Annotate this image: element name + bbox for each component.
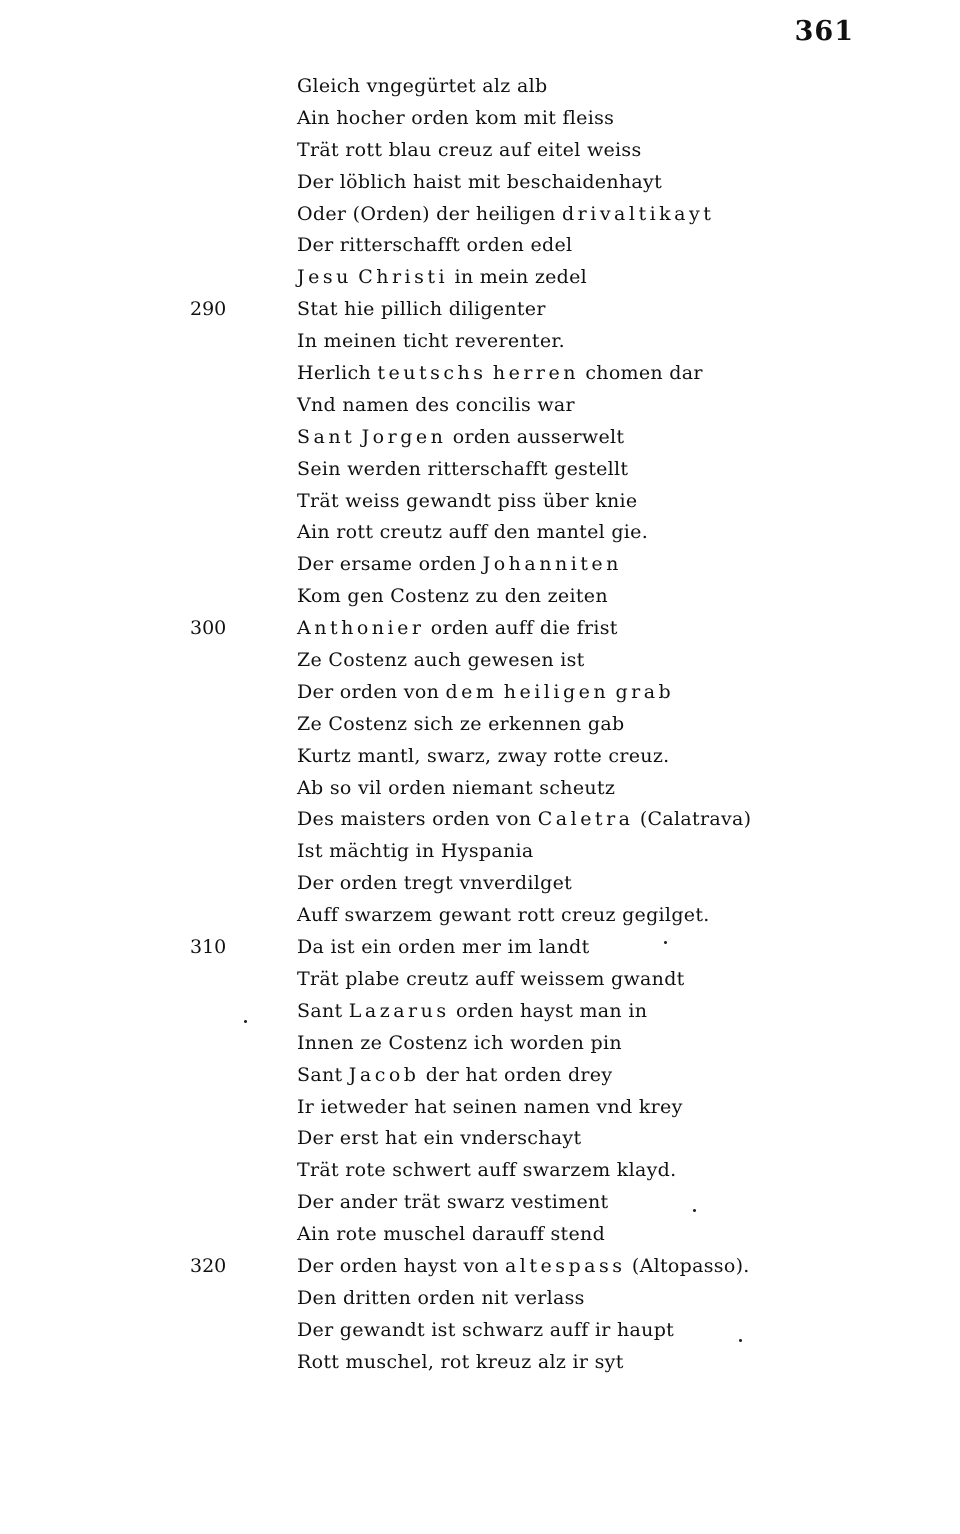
verse-segment: Ir ietweder hat seinen namen vnd krey (297, 1095, 683, 1118)
verse-line (0, 1155, 960, 1187)
verse-segment: Der orden hayst von (297, 1254, 505, 1277)
verse-text (297, 454, 628, 486)
verse-segment: Den dritten orden nit verlass (297, 1286, 585, 1309)
verse-line (0, 1060, 960, 1092)
verse-segment: Gleich vngegürtet alz alb (297, 75, 548, 97)
verse-text (297, 294, 546, 326)
verse-text (297, 1060, 612, 1092)
verse-segment: Oder (Orden) der heiligen (297, 202, 562, 225)
verse-line (0, 326, 960, 358)
spaced-emphasis: Anthonier (297, 617, 425, 640)
verse-text (297, 773, 615, 805)
verse-segment: Sant (297, 1063, 349, 1086)
verse-text (297, 932, 590, 964)
verse-segment: Der orden tregt vnverdilget (297, 872, 573, 895)
verse-line (0, 1251, 960, 1283)
line-number: 310 (190, 936, 227, 959)
verse-line (0, 900, 960, 932)
spaced-emphasis: herren (492, 362, 579, 385)
verse-segment: Vnd namen des concilis war (297, 393, 575, 416)
verse-text (297, 1347, 624, 1379)
verse-line (0, 135, 960, 167)
line-number: 300 (190, 617, 227, 640)
spaced-emphasis: heiligen (503, 680, 610, 703)
verse-text (297, 964, 685, 996)
verse-text (297, 613, 618, 645)
verse-segment: Sant (297, 999, 349, 1022)
verse-segment: Trät rott blau creuz auf eitel weiss (297, 138, 642, 161)
verse-text (297, 1315, 674, 1347)
verse-line (0, 294, 960, 326)
verse-text (297, 71, 547, 103)
verse-segment: (Calatrava) (633, 808, 752, 831)
verse-segment: orden auff die frist (424, 617, 618, 640)
verse-line (0, 1092, 960, 1124)
verse-segment: In meinen ticht reverenter. (297, 330, 566, 353)
verse-text (297, 996, 647, 1028)
verse-text (297, 262, 587, 294)
verse-line (0, 230, 960, 262)
verse-text (297, 486, 637, 518)
verse-segment: chomen dar (579, 362, 703, 385)
verse-text (297, 868, 572, 900)
print-speck (739, 1339, 742, 1342)
page-number: 361 (794, 16, 854, 47)
verse-text (297, 1028, 622, 1060)
verse-segment: orden ausserwelt (446, 425, 625, 448)
verse-segment: Auff swarzem gewant rott creuz gegilget. (297, 904, 710, 927)
verse-segment: Ain rote muschel darauff stend (297, 1223, 606, 1246)
spaced-emphasis: Lazarus (348, 999, 450, 1022)
verse-line (0, 964, 960, 996)
verse-text (297, 517, 648, 549)
verse-text (297, 103, 614, 135)
verse-text (297, 390, 575, 422)
verse-text (297, 167, 662, 199)
verse-segment: Stat hie pillich diligenter (297, 298, 546, 321)
verse-text (297, 135, 642, 167)
verse-line (0, 549, 960, 581)
verse-segment: Ain rott creutz auff den mantel gie. (297, 521, 649, 544)
verse-text (297, 549, 622, 581)
verse-text (297, 677, 674, 709)
verse-line (0, 773, 960, 805)
verse-text (297, 230, 572, 262)
verse-line (0, 71, 960, 103)
verse-text (297, 1155, 676, 1187)
verse-text (297, 199, 714, 231)
verse-segment: Ze Costenz sich ze erkennen gab (297, 712, 625, 735)
line-number: 290 (190, 298, 227, 321)
spaced-emphasis: Johanniten (482, 553, 622, 576)
verse-text (297, 326, 565, 358)
verse-line (0, 390, 960, 422)
verse-line (0, 1219, 960, 1251)
verse-text (297, 422, 624, 454)
verse-line (0, 836, 960, 868)
spaced-emphasis: Christi (358, 266, 449, 289)
verse-line (0, 1187, 960, 1219)
verse-text (297, 804, 751, 836)
verse-segment: orden hayst man in (449, 999, 648, 1022)
verse-text (297, 358, 703, 390)
verse-text (297, 1219, 605, 1251)
verse-text (297, 1283, 585, 1315)
verse-line (0, 741, 960, 773)
verse-segment: Der ander trät swarz vestiment (297, 1191, 609, 1214)
spaced-emphasis: dem (445, 680, 498, 703)
verse-text (297, 836, 534, 868)
spaced-emphasis: Sant (297, 425, 356, 448)
verse-segment: in mein zedel (448, 266, 588, 289)
verse-text (297, 645, 585, 677)
verse-segment: Ab so vil orden niemant scheutz (297, 776, 616, 799)
verse-line (0, 613, 960, 645)
verse-segment: Trät weiss gewandt piss über knie (297, 489, 638, 512)
verse-text (297, 1251, 750, 1283)
verse-line (0, 932, 960, 964)
verse-line (0, 199, 960, 231)
verse-segment: (Altopasso). (625, 1254, 750, 1277)
verse-segment: der hat orden drey (419, 1063, 613, 1086)
verse-segment: Ze Costenz auch gewesen ist (297, 649, 585, 672)
verse-line (0, 486, 960, 518)
verse-segment: Der ersame orden (297, 553, 483, 576)
verse-text (297, 900, 710, 932)
verse-text (297, 741, 669, 773)
verse-segment: Ist mächtig in Hyspania (297, 840, 534, 863)
verse-segment: Herlich (297, 362, 378, 385)
spaced-emphasis: Caletra (537, 808, 634, 831)
print-speck (664, 941, 667, 944)
verse-line (0, 1315, 960, 1347)
verse-segment: Trät rote schwert auff swarzem klayd. (297, 1159, 677, 1182)
spaced-emphasis: drivaltikayt (562, 202, 715, 225)
verse-segment: Des maisters orden von (297, 808, 538, 831)
verse-line (0, 996, 960, 1028)
spaced-emphasis: grab (615, 680, 675, 703)
verse-line (0, 581, 960, 613)
print-speck (693, 1209, 696, 1212)
verse-line (0, 1283, 960, 1315)
verse-line (0, 262, 960, 294)
spaced-emphasis: altespass (504, 1254, 626, 1277)
spaced-emphasis: teutschs (377, 362, 487, 385)
verse-segment: Kurtz mantl, swarz, zway rotte creuz. (297, 744, 670, 767)
verse-line (0, 1123, 960, 1155)
verse-segment: Sein werden ritterschafft gestellt (297, 457, 629, 480)
verse-line (0, 1028, 960, 1060)
print-speck (244, 1020, 247, 1023)
verse-line (0, 645, 960, 677)
line-number: 320 (190, 1254, 227, 1277)
verse-line (0, 804, 960, 836)
verse-segment: Der erst hat ein vnderschayt (297, 1127, 582, 1150)
verse-segment: Der orden von (297, 680, 446, 703)
verse-segment: Innen ze Costenz ich worden pin (297, 1031, 622, 1054)
verse-segment: Kom gen Costenz zu den zeiten (297, 585, 608, 608)
verse-line (0, 454, 960, 486)
verse-text (297, 1092, 683, 1124)
verse-segment: Ain hocher orden kom mit fleiss (297, 106, 615, 129)
spaced-emphasis: Jorgen (361, 425, 447, 448)
verse-line (0, 1347, 960, 1379)
spaced-emphasis: Jacob (348, 1063, 420, 1086)
verse-segment: Rott muschel, rot kreuz alz ir syt (297, 1350, 624, 1373)
verse-line (0, 709, 960, 741)
verse-block (0, 71, 960, 1379)
verse-text (297, 581, 608, 613)
verse-line (0, 422, 960, 454)
verse-text (297, 1123, 581, 1155)
verse-segment: Der löblich haist mit beschaidenhayt (297, 170, 662, 193)
verse-line (0, 167, 960, 199)
verse-line (0, 677, 960, 709)
verse-segment: Der ritterschafft orden edel (297, 234, 573, 257)
verse-line (0, 358, 960, 390)
verse-text (297, 709, 624, 741)
spaced-emphasis: Jesu (297, 266, 352, 289)
verse-line (0, 517, 960, 549)
verse-line (0, 103, 960, 135)
verse-line (0, 868, 960, 900)
verse-segment: Der gewandt ist schwarz auff ir haupt (297, 1318, 675, 1341)
verse-text (297, 1187, 608, 1219)
verse-segment: Trät plabe creutz auff weissem gwandt (297, 967, 685, 990)
verse-segment: Da ist ein orden mer im landt (297, 936, 590, 959)
